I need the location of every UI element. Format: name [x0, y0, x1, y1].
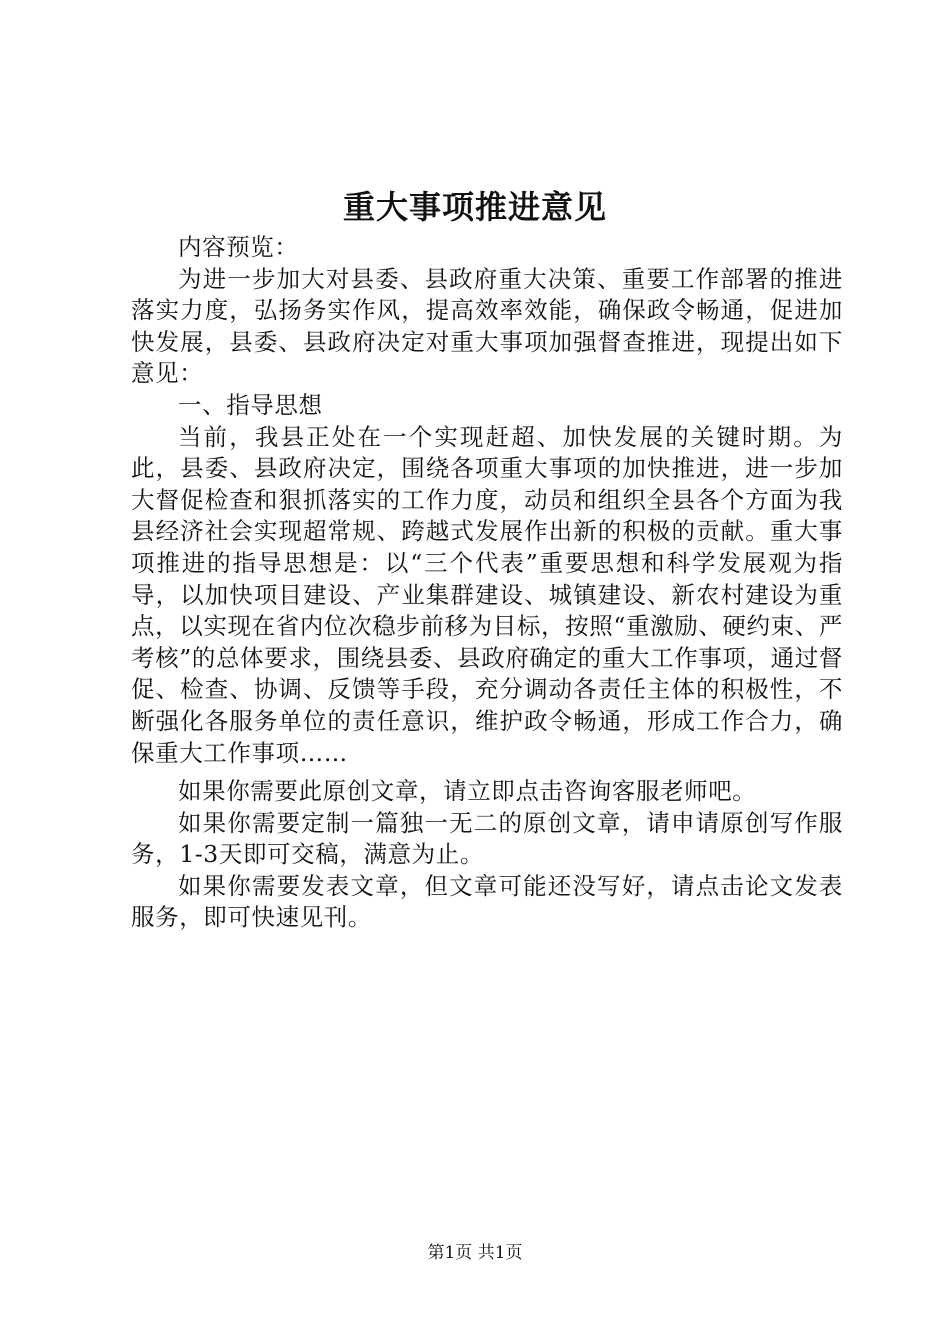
document-body — [131, 232, 843, 934]
promo-consult-paragraph: 如果你需要此原创文章，请立即点击咨询客服老师吧。 — [178, 777, 757, 806]
section-paragraph: 当前，我县正处在一个实现赶超、加快发展的关键时期。为此，县委、县政府决定，围绕各项重大事项的加快推进，进一步加大督促检查和狠抓落实的工作力度，动员和组织全县各个方面为我县经济社会实现超常规、跨越式发展作出新的积极的贡献。重大事项推进的指导思想是：以“三个代表”重要思想和科学发展观为指导，以加快项目建设、产业集群建设、城镇建设、新农村建设为重点，以实现在省内位次稳步前移为目标，按照“重激励、硬约束、严考核”的总体要求，围绕县委、县政府确定的重大工作事项，通过督促、检查、协调、反馈等手段，充分调动各责任主体的积极性，不断强化各服务单位的责任意识，维护政令畅通，形成工作合力，确保重大工作事项…… — [131, 422, 843, 767]
promo-publish-paragraph: 如果你需要发表文章，但文章可能还没写好，请点击论文发表服务，即可快速见刊。 — [131, 871, 843, 932]
page-indicator: 第1页 共1页 — [427, 1243, 523, 1263]
preview-label: 内容预览： — [178, 233, 299, 261]
document-title: 重大事项推进意见 — [342, 188, 607, 226]
intro-paragraph: 为进一步加大对县委、县政府重大决策、重要工作部署的推进落实力度，弘扬务实作风，提高效率效能，确保政令畅通，促进加快发展，县委、县政府决定对重大事项加强督查推进，现提出如下意见： — [131, 264, 843, 388]
section-heading: 一、指导思想 — [178, 390, 323, 419]
promo-custom-writing-paragraph: 如果你需要定制一篇独一无二的原创文章，请申请原创写作服务，1-3天即可交稿，满意为止。 — [131, 808, 843, 869]
